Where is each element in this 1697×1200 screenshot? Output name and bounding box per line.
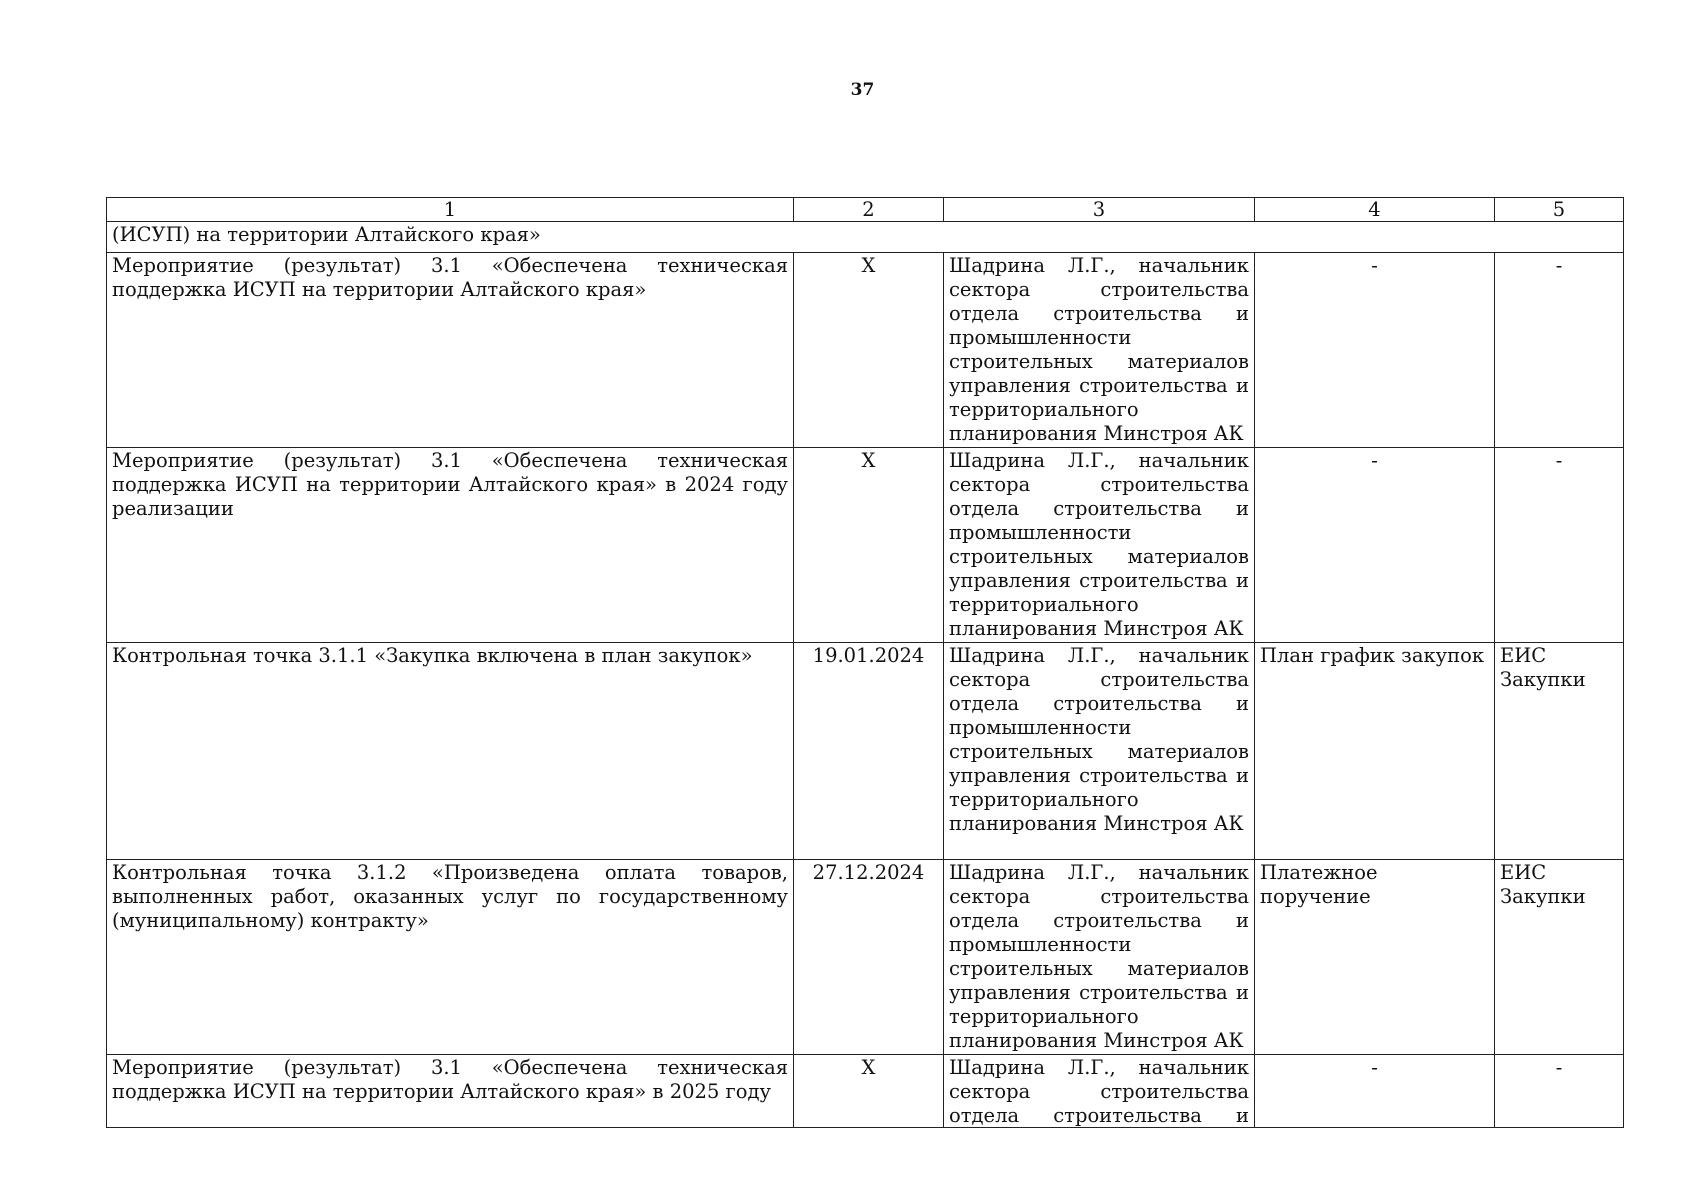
column-number: 4 — [1255, 198, 1495, 222]
responsible-person — [944, 1055, 1255, 1128]
responsible-line: Шадрина Л.Г., начальник — [949, 449, 1249, 472]
responsible-line: планирования Минстроя АК — [949, 812, 1244, 835]
responsible-line: планирования Минстроя АК — [949, 422, 1244, 445]
responsible-line: отдела строительства и — [949, 909, 1249, 932]
responsible-line: управления строительства и — [949, 981, 1249, 1004]
plan-table — [106, 197, 1624, 1128]
responsible-line: строительных материалов — [949, 545, 1249, 568]
responsible-line: управления строительства и — [949, 569, 1249, 592]
responsible-line: территориального — [949, 593, 1139, 616]
responsible-line: управления строительства и — [949, 764, 1249, 787]
information-system: ЕИС Закупки — [1495, 643, 1624, 860]
table-row — [107, 643, 1624, 860]
responsible-line: планирования Минстроя АК — [949, 1029, 1244, 1052]
responsible-line: промышленности — [949, 716, 1132, 739]
responsible-line: промышленности — [949, 521, 1132, 544]
table-row — [107, 448, 1624, 643]
due-date: X — [794, 1055, 944, 1128]
confirming-document: - — [1255, 253, 1495, 448]
responsible-person — [944, 860, 1255, 1055]
responsible-line: строительных материалов — [949, 957, 1249, 980]
responsible-person — [944, 643, 1255, 860]
column-number: 2 — [794, 198, 944, 222]
confirming-document: - — [1255, 448, 1495, 643]
responsible-line: промышленности — [949, 326, 1132, 349]
responsible-line: территориального — [949, 788, 1139, 811]
section-title: (ИСУП) на территории Алтайского края» — [107, 222, 1624, 253]
confirming-document: План график закупок — [1255, 643, 1495, 860]
responsible-line: отдела строительства и — [949, 692, 1249, 715]
event-name: Мероприятие (результат) 3.1 «Обеспечена техническая поддержка ИСУП на территории Алтайского края» в 2025 году — [107, 1055, 794, 1128]
column-number: 3 — [944, 198, 1255, 222]
responsible-line: Шадрина Л.Г., начальник — [949, 644, 1249, 667]
column-number: 5 — [1495, 198, 1624, 222]
confirming-document: Платежное поручение — [1255, 860, 1495, 1055]
responsible-line: строительных материалов — [949, 350, 1249, 373]
responsible-line: сектора строительства — [949, 278, 1249, 301]
due-date: X — [794, 253, 944, 448]
table-row — [107, 860, 1624, 1055]
responsible-line: сектора строительства — [949, 473, 1249, 496]
responsible-line: планирования Минстроя АК — [949, 617, 1244, 640]
responsible-line: сектора строительства — [949, 1080, 1249, 1103]
responsible-line: сектора строительства — [949, 668, 1249, 691]
table-row — [107, 253, 1624, 448]
responsible-line: управления строительства и — [949, 374, 1249, 397]
responsible-line: отдела строительства и — [949, 302, 1249, 325]
responsible-line: сектора строительства — [949, 885, 1249, 908]
section-title-row — [107, 222, 1624, 253]
responsible-line: отдела строительства и — [949, 1104, 1249, 1126]
event-name: Мероприятие (результат) 3.1 «Обеспечена техническая поддержка ИСУП на территории Алтайского края» — [107, 253, 794, 448]
responsible-line: территориального — [949, 398, 1139, 421]
table-row — [107, 1055, 1624, 1128]
information-system: - — [1495, 1055, 1624, 1128]
responsible-line: промышленности — [949, 933, 1132, 956]
confirming-document: - — [1255, 1055, 1495, 1128]
responsible-line: Шадрина Л.Г., начальник — [949, 1056, 1249, 1079]
responsible-clip — [949, 1056, 1249, 1126]
responsible-person — [944, 448, 1255, 643]
responsible-line: Шадрина Л.Г., начальник — [949, 254, 1249, 277]
column-number-row — [107, 198, 1624, 222]
due-date: X — [794, 448, 944, 643]
event-name: Контрольная точка 3.1.1 «Закупка включена в план закупок» — [107, 643, 794, 860]
responsible-line: строительных материалов — [949, 740, 1249, 763]
due-date: 19.01.2024 — [794, 643, 944, 860]
information-system: ЕИС Закупки — [1495, 860, 1624, 1055]
responsible-line: территориального — [949, 1005, 1139, 1028]
responsible-person — [944, 253, 1255, 448]
information-system: - — [1495, 253, 1624, 448]
event-name: Мероприятие (результат) 3.1 «Обеспечена техническая поддержка ИСУП на территории Алтайского края» в 2024 году реализации — [107, 448, 794, 643]
responsible-line: Шадрина Л.Г., начальник — [949, 861, 1249, 884]
column-number: 1 — [107, 198, 794, 222]
information-system: - — [1495, 448, 1624, 643]
due-date: 27.12.2024 — [794, 860, 944, 1055]
responsible-line: отдела строительства и — [949, 497, 1249, 520]
event-name: Контрольная точка 3.1.2 «Произведена оплата товаров, выполненных работ, оказанных услуг по государственному (муниципальному) контракту» — [107, 860, 794, 1055]
page-number: 37 — [850, 80, 875, 100]
